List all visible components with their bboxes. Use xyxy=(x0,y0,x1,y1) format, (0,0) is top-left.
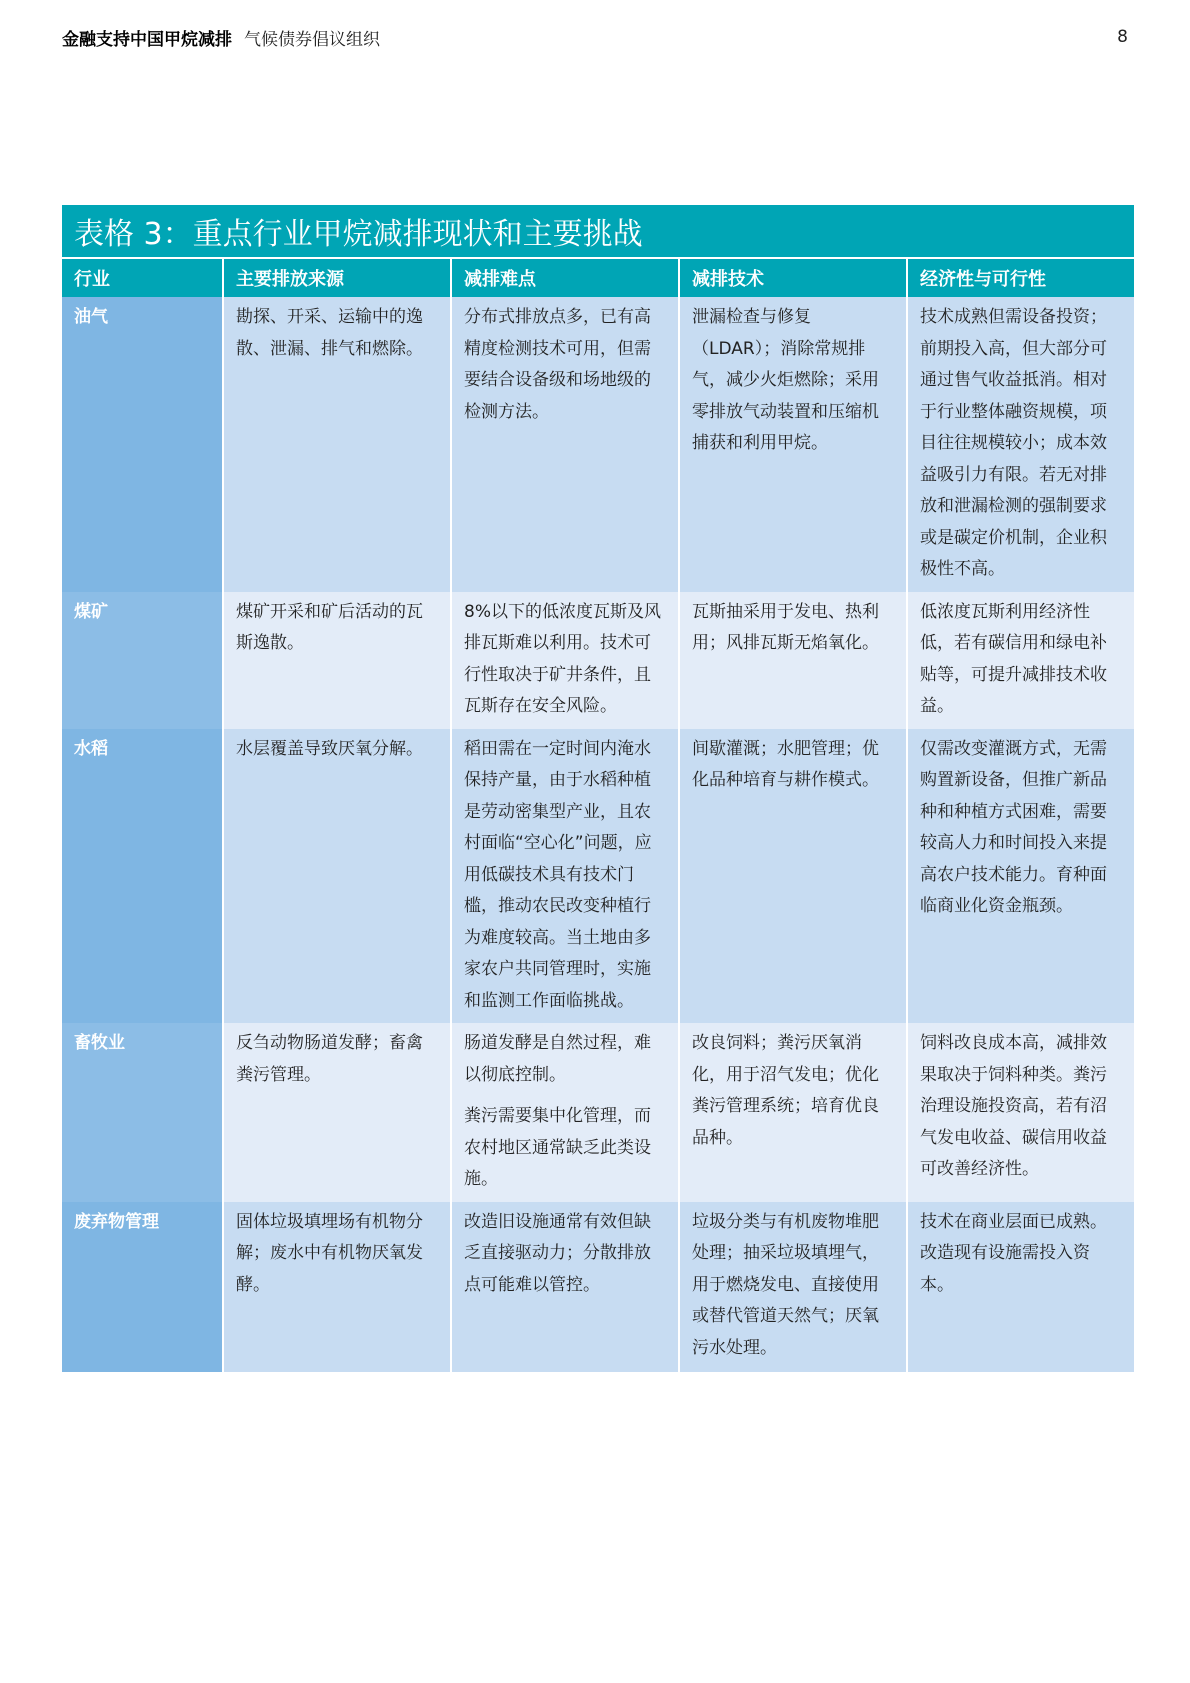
industry-cell: 油气 xyxy=(62,297,223,592)
table-row xyxy=(62,592,1134,729)
economics-cell: 技术在商业层面已成熟。改造现有设施需投入资本。 xyxy=(907,1202,1134,1372)
table-row xyxy=(62,729,1134,1024)
table-title: 表格 3：重点行业甲烷减排现状和主要挑战 xyxy=(62,205,1134,257)
difficulty-cell xyxy=(451,1023,679,1202)
tech-cell: 改良饲料；粪污厌氧消化，用于沼气发电；优化粪污管理系统；培育优良品种。 xyxy=(679,1023,907,1202)
table-row xyxy=(62,1202,1134,1372)
tech-cell: 垃圾分类与有机废物堆肥处理；抽采垃圾填埋气，用于燃烧发电、直接使用或替代管道天然气；厌氧污水处理。 xyxy=(679,1202,907,1372)
economics-cell: 低浓度瓦斯利用经济性低，若有碳信用和绿电补贴等，可提升减排技术收益。 xyxy=(907,592,1134,729)
difficulty-paragraph: 粪污需要集中化管理，而农村地区通常缺乏此类设施。 xyxy=(464,1106,651,1189)
economics-cell: 技术成熟但需设备投资；前期投入高，但大部分可通过售气收益抵消。相对于行业整体融资规模，项目往往规模较小；成本效益吸引力有限。若无对排放和泄漏检测的强制要求或是碳定价机制，企业积极性不高。 xyxy=(907,297,1134,592)
table-row xyxy=(62,297,1134,592)
difficulty-cell: 稻田需在一定时间内淹水保持产量，由于水稻种植是劳动密集型产业，且农村面临“空心化”问题，应用低碳技术具有技术门槛，推动农民改变种植行为难度较高。当土地由多家农户共同管理时，实施和监测工作面临挑战。 xyxy=(451,729,679,1024)
table-grid xyxy=(62,257,1134,1372)
page-number: 8 xyxy=(1117,27,1128,47)
source-cell: 反刍动物肠道发酵；畜禽粪污管理。 xyxy=(223,1023,451,1202)
source-cell: 勘探、开采、运输中的逸散、泄漏、排气和燃除。 xyxy=(223,297,451,592)
tech-cell: 瓦斯抽采用于发电、热利用；风排瓦斯无焰氧化。 xyxy=(679,592,907,729)
header-subtitle: 气候债券倡议组织 xyxy=(244,29,380,50)
table-header-row xyxy=(62,258,1134,297)
page-header xyxy=(62,22,1128,52)
header-title: 金融支持中国甲烷减排 xyxy=(62,29,232,50)
difficulty-cell: 8%以下的低浓度瓦斯及风排瓦斯难以利用。技术可行性取决于矿井条件，且瓦斯存在安全风险。 xyxy=(451,592,679,729)
industry-cell: 煤矿 xyxy=(62,592,223,729)
economics-cell: 仅需改变灌溉方式，无需购置新设备，但推广新品种和种植方式困难，需要较高人力和时间投入来提高农户技术能力。育种面临商业化资金瓶颈。 xyxy=(907,729,1134,1024)
industry-cell: 畜牧业 xyxy=(62,1023,223,1202)
column-header-source: 主要排放来源 xyxy=(223,258,451,297)
tech-cell: 泄漏检查与修复（LDAR）；消除常规排气，减少火炬燃除；采用零排放气动装置和压缩机捕获和利用甲烷。 xyxy=(679,297,907,592)
difficulty-paragraph: 肠道发酵是自然过程，难以彻底控制。 xyxy=(464,1033,651,1085)
tech-cell: 间歇灌溉；水肥管理；优化品种培育与耕作模式。 xyxy=(679,729,907,1024)
column-header-economics: 经济性与可行性 xyxy=(907,258,1134,297)
column-header-industry: 行业 xyxy=(62,258,223,297)
source-cell: 煤矿开采和矿后活动的瓦斯逸散。 xyxy=(223,592,451,729)
industry-cell: 水稻 xyxy=(62,729,223,1024)
industry-cell: 废弃物管理 xyxy=(62,1202,223,1372)
source-cell: 水层覆盖导致厌氧分解。 xyxy=(223,729,451,1024)
column-header-tech: 减排技术 xyxy=(679,258,907,297)
economics-cell: 饲料改良成本高，减排效果取决于饲料种类。粪污治理设施投资高，若有沼气发电收益、碳信用收益可改善经济性。 xyxy=(907,1023,1134,1202)
methane-table xyxy=(62,205,1134,1372)
source-cell: 固体垃圾填埋场有机物分解；废水中有机物厌氧发酵。 xyxy=(223,1202,451,1372)
difficulty-cell: 改造旧设施通常有效但缺乏直接驱动力；分散排放点可能难以管控。 xyxy=(451,1202,679,1372)
difficulty-cell: 分布式排放点多，已有高精度检测技术可用，但需要结合设备级和场地级的检测方法。 xyxy=(451,297,679,592)
table-row xyxy=(62,1023,1134,1202)
column-header-difficulty: 减排难点 xyxy=(451,258,679,297)
